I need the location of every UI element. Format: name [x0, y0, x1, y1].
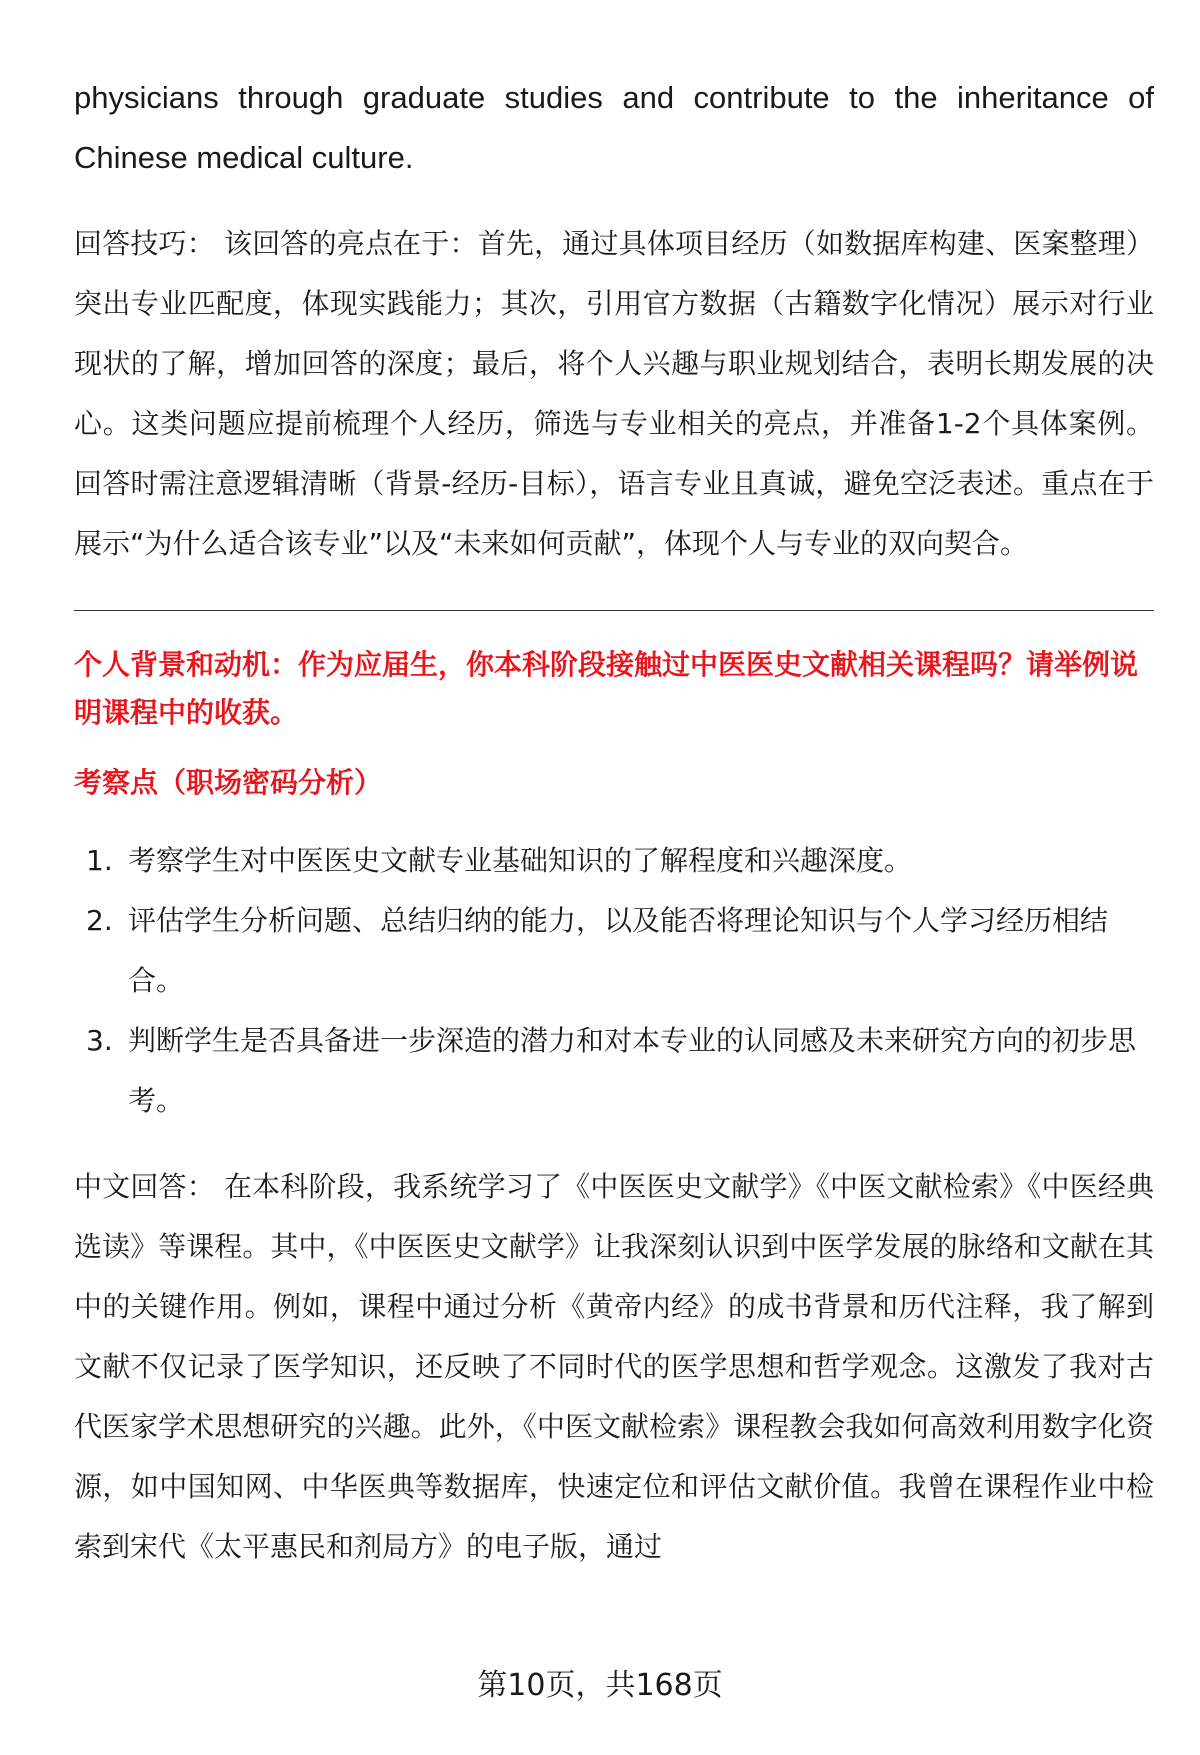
- document-page: [74, 68, 1154, 1577]
- intro-english-paragraph: physicians through graduate studies and contribute to the inheritance of Chinese medical culture.: [74, 80, 1154, 175]
- assessment-points-list: [74, 831, 1154, 1131]
- list-item: 1. 考察学生对中医医史文献专业基础知识的了解程度和兴趣深度。: [86, 844, 913, 877]
- question-heading: 个人背景和动机：作为应届生，你本科阶段接触过中医医史文献相关课程吗？请举例说明课程中的收获。: [74, 648, 1139, 729]
- list-item: 2. 评估学生分析问题、总结归纳的能力，以及能否将理论知识与个人学习经历相结合。: [86, 904, 1109, 997]
- answer-tip-paragraph: 回答技巧： 该回答的亮点在于：首先，通过具体项目经历（如数据库构建、医案整理）突出专业匹配度，体现实践能力；其次，引用官方数据（古籍数字化情况）展示对行业现状的了解，增加回答的深度；最后，将个人兴趣与职业规划结合，表明长期发展的决心。这类问题应提前梳理个人经历，筛选与专业相关的亮点，并准备1-2个具体案例。回答时需注意逻辑清晰（背景-经历-目标），语言专业且真诚，避免空泛表述。重点在于展示“为什么适合该专业”以及“未来如何贡献”，体现个人与专业的双向契合。: [74, 227, 1154, 560]
- list-item: 3. 判断学生是否具备进一步深造的潜力和对本专业的认同感及未来研究方向的初步思考。: [86, 1024, 1137, 1117]
- assessment-heading: 考察点（职场密码分析）: [74, 766, 383, 799]
- chinese-answer-paragraph: 中文回答： 在本科阶段，我系统学习了《中医医史文献学》《中医文献检索》《中医经典选读》等课程。其中，《中医医史文献学》让我深刻认识到中医学发展的脉络和文献在其中的关键作用。例如，课程中通过分析《黄帝内经》的成书背景和历代注释，我了解到文献不仅记录了医学知识，还反映了不同时代的医学思想和哲学观念。这激发了我对古代医家学术思想研究的兴趣。此外，《中医文献检索》课程教会我如何高效利用数字化资源，如中国知网、中华医典等数据库，快速定位和评估文献价值。我曾在课程作业中检索到宋代《太平惠民和剂局方》的电子版，通过: [74, 1170, 1154, 1563]
- section-divider: [74, 610, 1154, 611]
- page-number-footer: 第10页，共168页: [477, 1668, 723, 1703]
